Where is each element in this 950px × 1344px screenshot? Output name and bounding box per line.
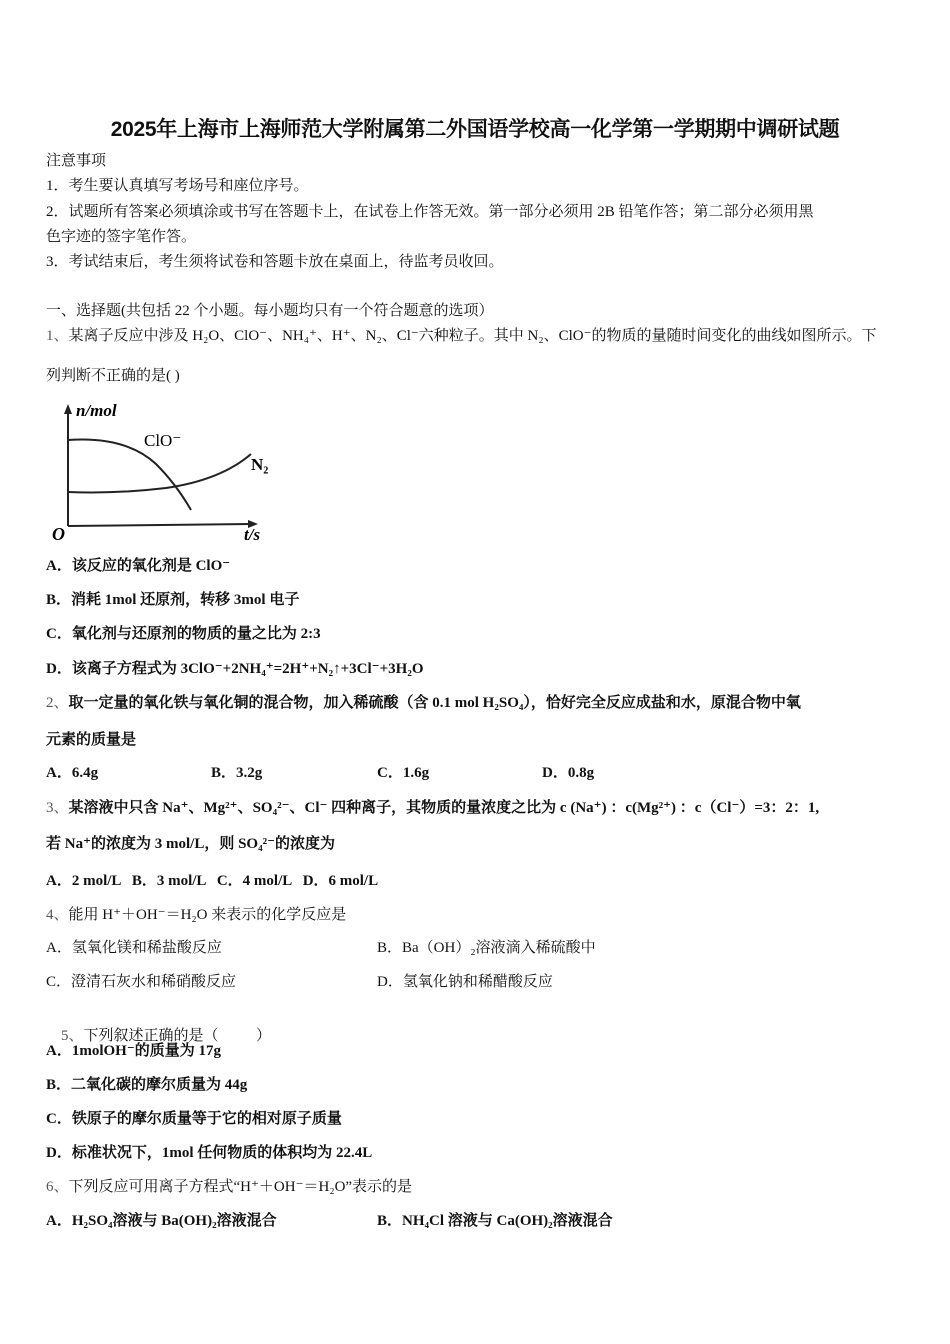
section-heading: 一、选择题(共包括 22 个小题。每小题均只有一个符合题意的选项） <box>46 303 494 319</box>
option-2a: A．6.4g <box>46 765 99 781</box>
question-3-options: A．2 mol/L B．3 mol/L C．4 mol/L D．6 mol/L <box>46 873 379 889</box>
question-3-stem-cont: 若 Na⁺的浓度为 3 mol/L，则 SO₄²⁻的浓度为 <box>46 836 336 852</box>
option-5a: A．1molOH⁻的质量为 17g <box>46 1043 221 1059</box>
n-vs-t-graph <box>46 398 286 543</box>
option-2c: C．1.6g <box>377 765 430 781</box>
question-3-stem: 3、某溶液中只含 Na⁺、Mg²⁺、SO₄²⁻、Cl⁻ 四种离子，其物质的量浓度之比为 c (Na⁺) ：c(Mg²⁺) ：c（Cl⁻）=3：2：1, <box>46 800 820 816</box>
x-axis-label: t/s <box>244 525 261 543</box>
page-title: 2025年上海市上海师范大学附属第二外国语学校高一化学第一学期期中调研试题 <box>110 118 840 141</box>
option-5b: B．二氧化碳的摩尔质量为 44g <box>46 1077 248 1093</box>
question-number: 3、 <box>46 800 69 816</box>
option-6a: A．H₂SO₄溶液与 Ba(OH)₂溶液混合 <box>46 1213 277 1229</box>
question-4-stem: 4、能用 H⁺＋OH⁻＝H₂O 来表示的化学反应是 <box>46 907 347 923</box>
option-2b: B．3.2g <box>211 765 263 781</box>
origin-label: O <box>52 524 65 543</box>
question-1-stem-cont: 列判断不正确的是( ) <box>46 368 180 384</box>
option-4c: C．澄清石灰水和稀硝酸反应 <box>46 974 237 990</box>
question-2-stem: 2、取一定量的氧化铁与氧化铜的混合物，加入稀硫酸（含 0.1 mol H₂SO₄），恰好完全反应成盐和水，原混合物中氧 <box>46 695 801 711</box>
option-1b: B．消耗 1mol 还原剂，转移 3mol 电子 <box>46 592 300 608</box>
question-6-stem: 6、下列反应可用离子方程式“H⁺＋OH⁻＝H₂O”表示的是 <box>46 1179 413 1195</box>
option-4b: B．Ba（OH）₂溶液滴入稀硫酸中 <box>377 940 596 956</box>
question-number: 4、 <box>46 907 69 923</box>
notice-item: 1．考生要认真填写考场号和座位序号。 <box>46 178 309 194</box>
question-number: 6、 <box>46 1179 69 1195</box>
y-axis-label: n/mol <box>76 401 117 420</box>
notice-item: 3．考试结束后，考生须将试卷和答题卡放在桌面上，待监考员收回。 <box>46 254 504 270</box>
option-6b: B．NH₄Cl 溶液与 Ca(OH)₂溶液混合 <box>377 1213 613 1229</box>
clo-curve-label: ClO⁻ <box>144 431 182 450</box>
option-5d: D．标准状况下，1mol 任何物质的体积均为 22.4L <box>46 1145 373 1161</box>
option-4a: A．氢氧化镁和稀盐酸反应 <box>46 940 222 956</box>
question-number: 1、 <box>46 328 69 344</box>
question-number: 5、 <box>61 1028 84 1044</box>
option-1a: A．该反应的氧化剂是 ClO⁻ <box>46 558 231 574</box>
question-1-stem: 1、某离子反应中涉及 H₂O、ClO⁻、NH₄⁺、H⁺、N₂、Cl⁻六种粒子。其中 N₂、ClO⁻的物质的量随时间变化的曲线如图所示。下 <box>46 328 877 344</box>
notice-item: 色字迹的签字笔作答。 <box>46 229 197 245</box>
question-5-stem: 5、下列叙述正确的是（ ） <box>61 1028 272 1044</box>
n2-curve-label: N₂ <box>251 455 269 474</box>
notice-item: 2．试题所有答案必须填涂或书写在答题卡上，在试卷上作答无效。第一部分必须用 2B 铅笔作答；第二部分必须用黑 <box>46 204 814 220</box>
option-5c: C．铁原子的摩尔质量等于它的相对原子质量 <box>46 1111 342 1127</box>
question-2-stem-cont: 元素的质量是 <box>46 732 137 748</box>
notice-heading: 注意事项 <box>46 153 107 169</box>
option-4d: D．氢氧化钠和稀醋酸反应 <box>377 974 553 990</box>
option-2d: D．0.8g <box>542 765 595 781</box>
option-1c: C．氧化剂与还原剂的物质的量之比为 2:3 <box>46 626 321 642</box>
question-number: 2、 <box>46 695 69 711</box>
option-1d: D．该离子方程式为 3ClO⁻+2NH₄⁺=2H⁺+N₂↑+3Cl⁻+3H₂O <box>46 661 424 677</box>
